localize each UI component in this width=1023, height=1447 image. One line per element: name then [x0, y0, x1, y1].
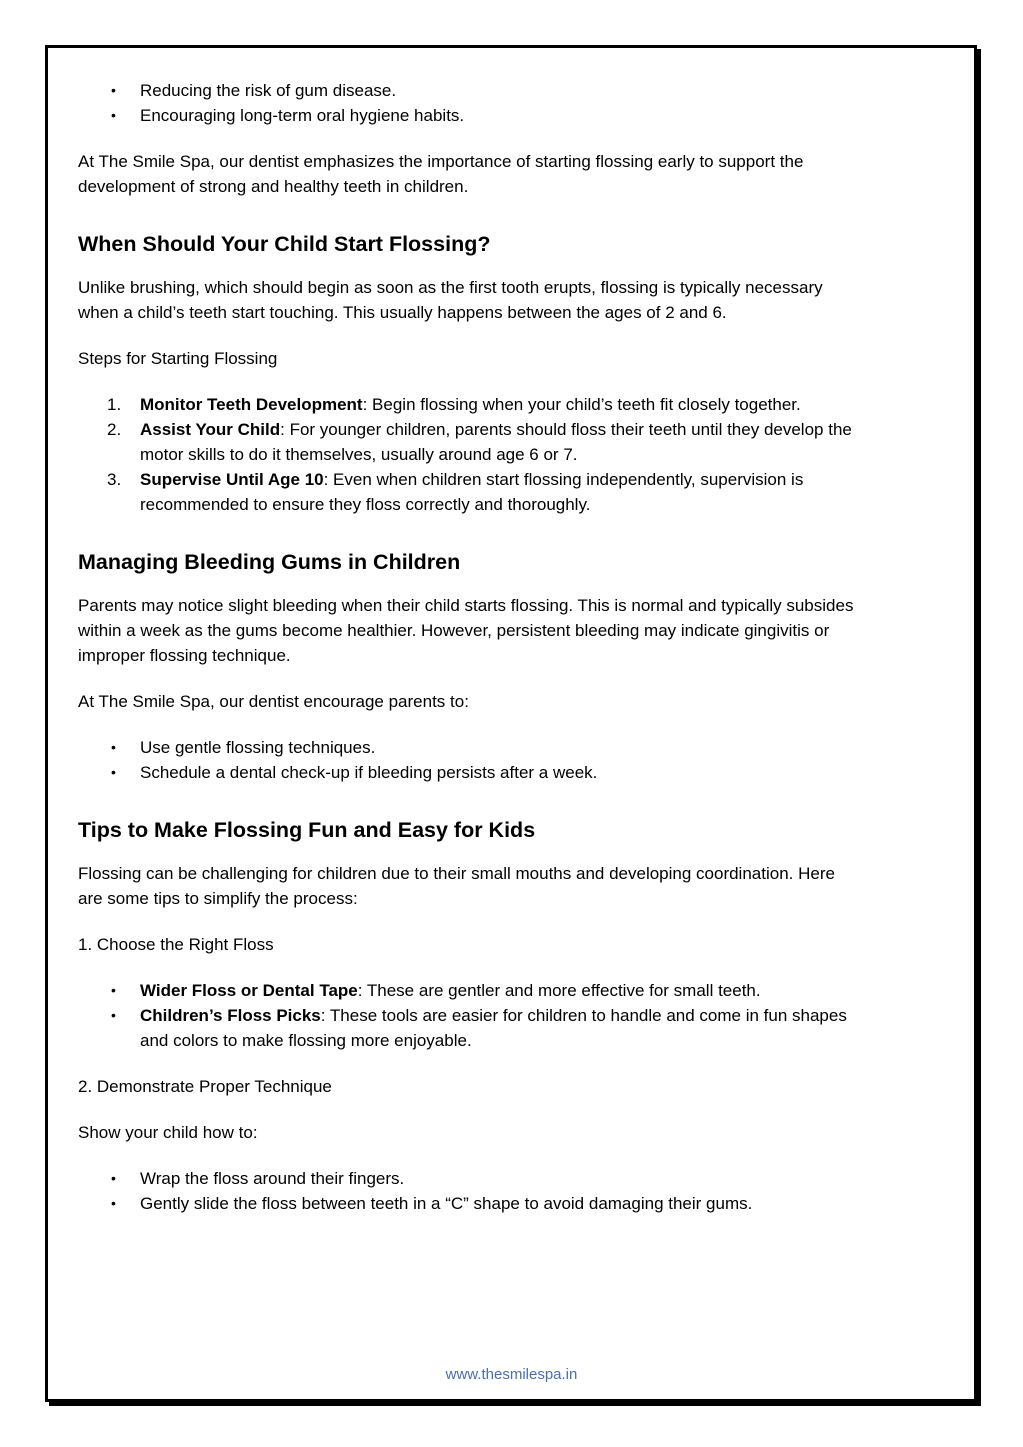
list-item: • Reducing the risk of gum disease.	[78, 78, 863, 103]
intro-paragraph: At The Smile Spa, our dentist emphasizes the importance of starting flossing early to support the development of strong and healthy teeth in children.	[78, 152, 804, 196]
bullet-icon: •	[111, 1007, 116, 1023]
technique-bullet-list	[78, 1166, 863, 1216]
floss-bullet-list	[78, 978, 863, 1053]
list-item: 3. Supervise Until Age 10: Even when children start flossing independently, supervision is recommended to ensure they floss correctly and thoroughly.	[107, 470, 804, 514]
section-heading-bleeding-gums: Managing Bleeding Gums in Children	[78, 550, 461, 574]
list-item: 2. Assist Your Child: For younger children, parents should floss their teeth until they develop the motor skills to do it themselves, usually around age 6 or 7.	[107, 420, 852, 464]
section-heading-start-flossing: When Should Your Child Start Flossing?	[78, 232, 491, 256]
list-item: • Wrap the floss around their fingers.	[78, 1166, 863, 1191]
paragraph: Flossing can be challenging for children due to their small mouths and developing coordination. Here are some tips to simplify the process:	[78, 864, 835, 908]
paragraph: Show your child how to:	[78, 1123, 258, 1142]
paragraph: Unlike brushing, which should begin as soon as the first tooth erupts, flossing is typically necessary when a child’s teeth start touching. This usually happens between the ages of 2 and 6.	[78, 278, 823, 322]
bullet-icon: •	[111, 1170, 116, 1186]
list-item: • Gently slide the floss between teeth in a “C” shape to avoid damaging their gums.	[78, 1191, 863, 1216]
steps-list	[78, 392, 863, 517]
bullet-icon: •	[111, 1195, 116, 1211]
subheading: 1. Choose the Right Floss	[78, 935, 274, 954]
bullet-icon: •	[111, 82, 116, 98]
list-item: • Schedule a dental check-up if bleeding persists after a week.	[78, 760, 863, 785]
list-item: 1. Monitor Teeth Development: Begin flossing when your child’s teeth fit closely together.	[107, 395, 801, 414]
steps-title: Steps for Starting Flossing	[78, 349, 278, 368]
intro-bullet-list	[78, 78, 863, 128]
bullet-icon: •	[111, 107, 116, 123]
paragraph: At The Smile Spa, our dentist encourage parents to:	[78, 692, 469, 711]
bullet-icon: •	[111, 982, 116, 998]
list-item: • Encouraging long-term oral hygiene habits.	[78, 103, 863, 128]
list-item: • Children’s Floss Picks: These tools are easier for children to handle and come in fun shapes and colors to make flossing more enjoyable.	[78, 1003, 863, 1053]
bleeding-bullet-list	[78, 735, 863, 785]
list-item: • Wider Floss or Dental Tape: These are gentler and more effective for small teeth.	[78, 978, 863, 1003]
paragraph: Parents may notice slight bleeding when their child starts flossing. This is normal and typically subsides within a week as the gums become healthier. However, persistent bleeding may indicate gingivitis or improper flossing technique.	[78, 596, 854, 665]
footer-website-link[interactable]: www.thesmilespa.in	[445, 1366, 578, 1383]
bullet-icon: •	[111, 764, 116, 780]
section-heading-tips: Tips to Make Flossing Fun and Easy for Kids	[78, 818, 536, 842]
subheading: 2. Demonstrate Proper Technique	[78, 1077, 332, 1096]
bullet-icon: •	[111, 739, 116, 755]
list-item: • Use gentle flossing techniques.	[78, 735, 863, 760]
document-body	[78, 78, 863, 1237]
